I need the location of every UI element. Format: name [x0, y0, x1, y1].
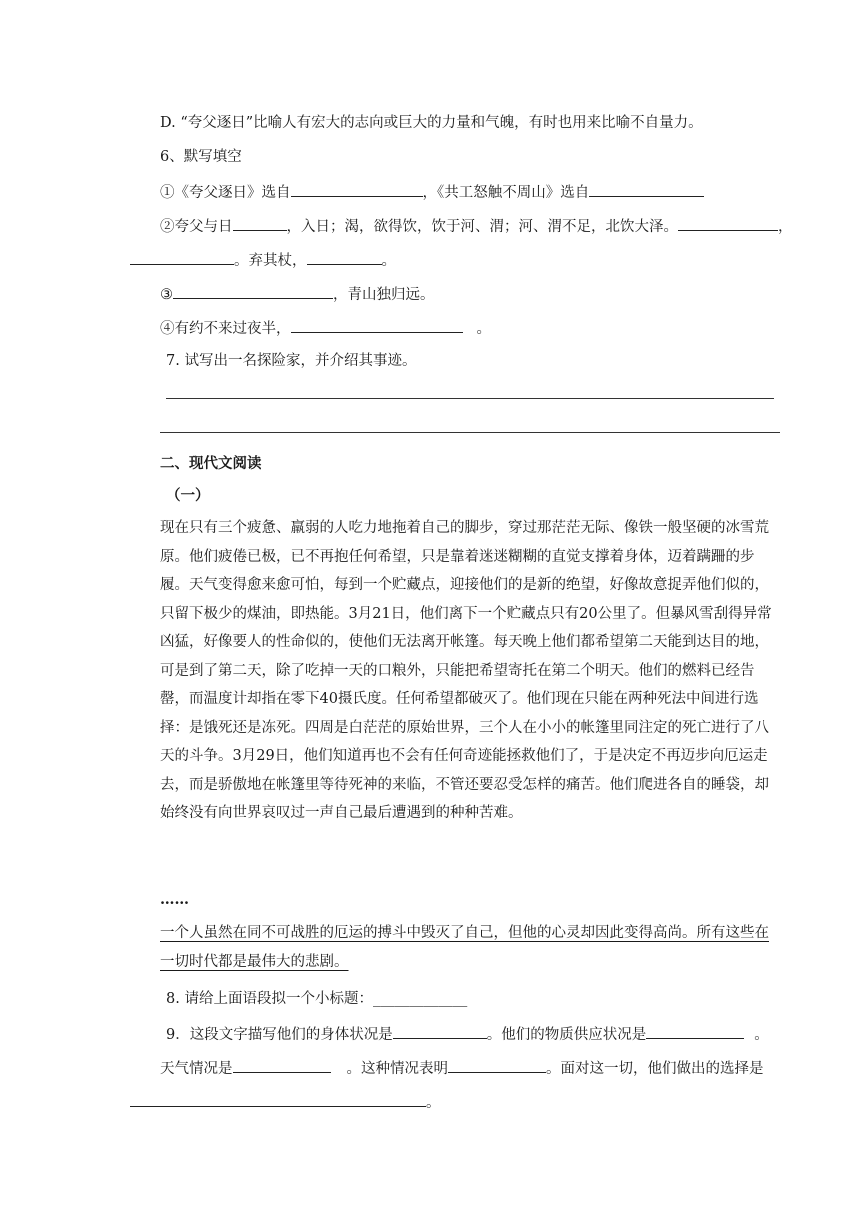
question-7: 7. 试写出一名探险家，并介绍其事迹。: [166, 353, 417, 369]
answer-blank[interactable]: [233, 1058, 331, 1073]
answer-blank[interactable]: [130, 250, 234, 265]
question-9-line-3: [130, 1092, 752, 1112]
q9-text-g: 。: [426, 1095, 441, 1111]
reading-passage: [160, 514, 782, 828]
q6-2-text-d: 。弃其杖，: [234, 253, 307, 269]
q6-3-text-a: ③: [160, 287, 173, 303]
question-6-line-2-cont: [130, 250, 752, 270]
question-6-line-2: [160, 216, 793, 236]
q6-2-text-a: ②夸父与日: [160, 219, 233, 235]
q6-4-text-b: 。: [476, 321, 491, 337]
underlined-passage-block: [160, 919, 782, 976]
answer-blank[interactable]: [678, 216, 778, 231]
q6-4-text-a: ④有约不来过夜半，: [160, 321, 291, 337]
question-9-line-2: [160, 1058, 782, 1078]
q9-text-c: 。: [754, 1027, 769, 1043]
q6-1-text-b: ，《共工怒触不周山》选自: [422, 185, 590, 201]
answer-blank[interactable]: [589, 182, 704, 197]
answer-blank[interactable]: [448, 1058, 546, 1073]
subsection-heading: （一）: [166, 487, 210, 504]
q6-2-text-b: ，入日；渴，欲得饮，饮于河、渭；河、渭不足，北饮大泽。: [286, 219, 678, 235]
question-6-line-4: [160, 318, 782, 338]
answer-blank[interactable]: [291, 182, 423, 197]
q6-2-text-c: ，: [778, 219, 793, 235]
question-6-line-1: [160, 182, 782, 202]
question-6-line-3: [160, 284, 782, 304]
underlined-passage: 一个人虽然在同不可战胜的厄运的搏斗中毁灭了自己，但他的心灵却因此变得高尚。所有这些在一切时代都是最伟大的悲剧。: [160, 925, 769, 970]
q8-blank[interactable]: _____________: [372, 991, 468, 1007]
ellipsis: ……: [160, 891, 189, 908]
question-6-title: 6、默写填空: [160, 149, 242, 165]
answer-blank[interactable]: [130, 1092, 426, 1107]
q9-text-f: 。面对这一切，他们做出的选择是: [546, 1061, 764, 1077]
answer-blank[interactable]: [173, 284, 333, 299]
passage-body: 现在只有三个疲惫、羸弱的人吃力地拖着自己的脚步，穿过那茫茫无际、像铁一般坚硬的冰雪荒原。他们疲倦已极，已不再抱任何希望，只是靠着迷迷糊糊的直觉支撑着身体，迈着蹒跚的步履。天气变得愈来愈可怕，每到一个贮藏点，迎接他们的是新的绝望，好像故意捉弄他们似的，只留下极少的煤油，即热能。3月21日，他们离下一个贮藏点只有20公里了。但暴风雪刮得异常凶猛，好像要人的性命似的，使他们无法离开帐篷。每天晚上他们都希望第二天能到达目的地，可是到了第二天，除了吃掉一天的口粮外，只能把希望寄托在第二个明天。他们的燃料已经告罄，而温度计却指在零下40摄氏度。任何希望都破灭了。他们现在只能在两种死法中间进行选择：是饿死还是冻死。四周是白茫茫的原始世界，三个人在小小的帐篷里同注定的死亡进行了八天的斗争。3月29日，他们知道再也不会有任何奇迹能拯救他们了，于是决定不再迈步向厄运走去，而是骄傲地在帐篷里等待死神的来临，不管还要忍受怎样的痛苦。他们爬进各自的睡袋，却始终没有向世界哀叹过一声自己最后遭遇到的种种苦难。: [160, 520, 772, 821]
q8-text: 8. 请给上面语段拟一个小标题：: [166, 991, 373, 1007]
question-8: [166, 990, 788, 1008]
q9-text-b: 。他们的物质供应状况是: [486, 1027, 647, 1043]
answer-line[interactable]: [160, 432, 780, 433]
q6-2-text-e: 。: [381, 253, 396, 269]
q9-text-e: 。这种情况表明: [346, 1061, 448, 1077]
option-d: D. “夸父逐日”比喻人有宏大的志向或巨大的力量和气魄，有时也用来比喻不自量力。: [160, 115, 703, 131]
section-heading: 二、现代文阅读: [160, 455, 262, 472]
answer-blank[interactable]: [393, 1024, 487, 1039]
answer-line[interactable]: [166, 398, 774, 399]
answer-blank[interactable]: [233, 216, 287, 231]
q6-1-text-a: ①《夸父逐日》选自: [160, 185, 291, 201]
q9-text-a: 9．这段文字描写他们的身体状况是: [166, 1027, 393, 1043]
answer-blank[interactable]: [307, 250, 382, 265]
question-9-line-1: [166, 1024, 788, 1044]
answer-blank[interactable]: [646, 1024, 744, 1039]
answer-blank[interactable]: [291, 318, 463, 333]
q6-3-text-b: ，青山独归远。: [333, 287, 435, 303]
q9-text-d: 天气情况是: [160, 1061, 233, 1077]
